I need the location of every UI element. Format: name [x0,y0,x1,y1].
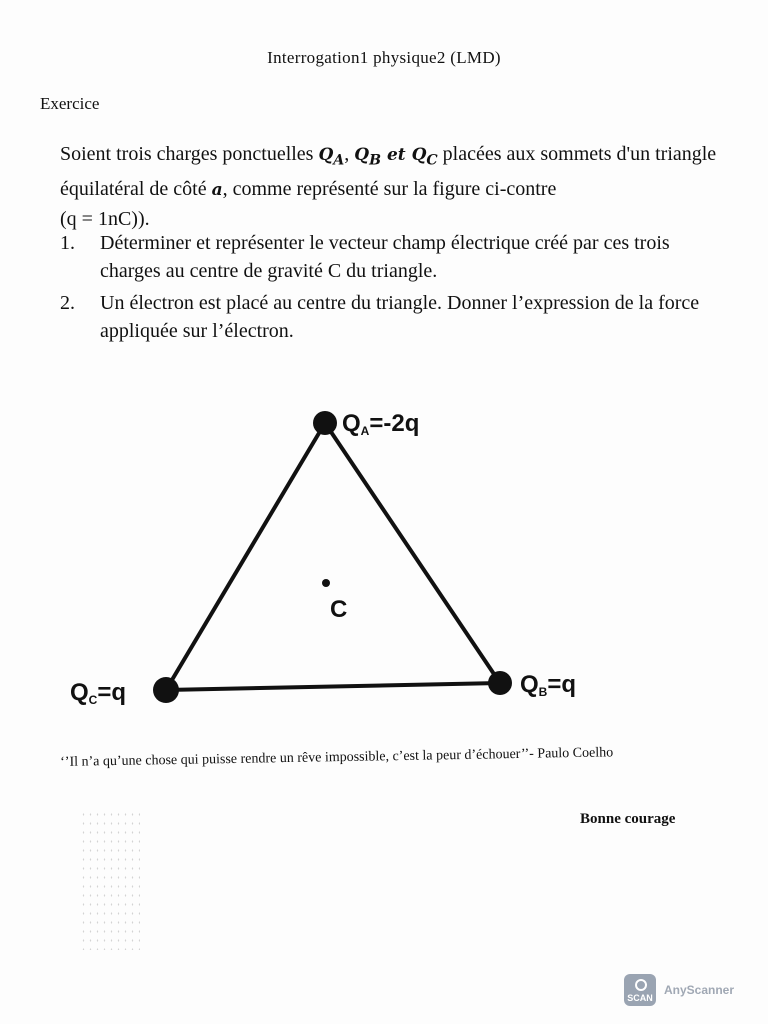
triangle-side-ab [325,423,500,683]
triangle-figure [60,395,620,725]
scanner-logo-icon: SCAN [624,974,656,1006]
charge-c-dot [153,677,179,703]
question-item [60,289,720,345]
quote-text: ‘’Il n’a qu’une chose qui puisse rendre un rêve impossible, c’est la peur d’échouer’’- Paulo Coelho [60,745,614,770]
charge-b-dot [488,671,512,695]
side-length: a [211,180,223,201]
scanner-watermark [624,974,734,1006]
charge-qc: $Q_C$ [411,145,438,169]
page-title: Interrogation1 physique2 (LMD) [267,48,501,67]
center-label: C [330,596,348,623]
statement-intro: Soient trois charges ponctuelles [60,143,319,165]
question-item [60,229,720,285]
scanner-name: AnyScanner [664,983,735,997]
statement-end: , comme représenté sur la figure ci-contre [222,178,557,201]
question-number: 1. [60,232,75,254]
charge-qa: $Q_A$ [318,145,345,169]
exercise-statement: Soient trois charges ponctuelles $Q_A$, $Q_B$ et $Q_C$ placées aux sommets d'un triangle équilatéral de côté a, comme représenté sur la figure ci-contre (q = 1nC)). [60,143,717,231]
statement-middle: placées aux sommets d'un triangle équilatéral de côté [60,143,717,201]
question-text: Déterminer et représenter le vecteur champ électrique créé par ces trois charges au centre de gravité C du triangle. [100,232,670,282]
scan-noise [80,810,140,950]
center-dot [322,579,330,587]
charge-a-label: QA=-2q [342,410,420,438]
charge-qb: $Q_B$ [354,145,382,169]
triangle-side-ac [166,423,325,690]
question-text: Un électron est placé au centre du triangle. Donner l’expression de la force appliquée sur l’électron. [100,292,700,342]
charge-b-label: QB=q [520,671,577,699]
signoff-text: Bonne courage [580,811,676,827]
question-list [60,229,720,349]
exercise-heading: Exercice [40,94,100,113]
charge-definition: (q = 1nC)). [60,208,150,231]
and-word: et [381,145,412,165]
charge-a-dot [313,411,337,435]
charge-c-label: QC=q [70,679,127,707]
triangle-side-cb [166,683,500,690]
question-number: 2. [60,292,75,314]
